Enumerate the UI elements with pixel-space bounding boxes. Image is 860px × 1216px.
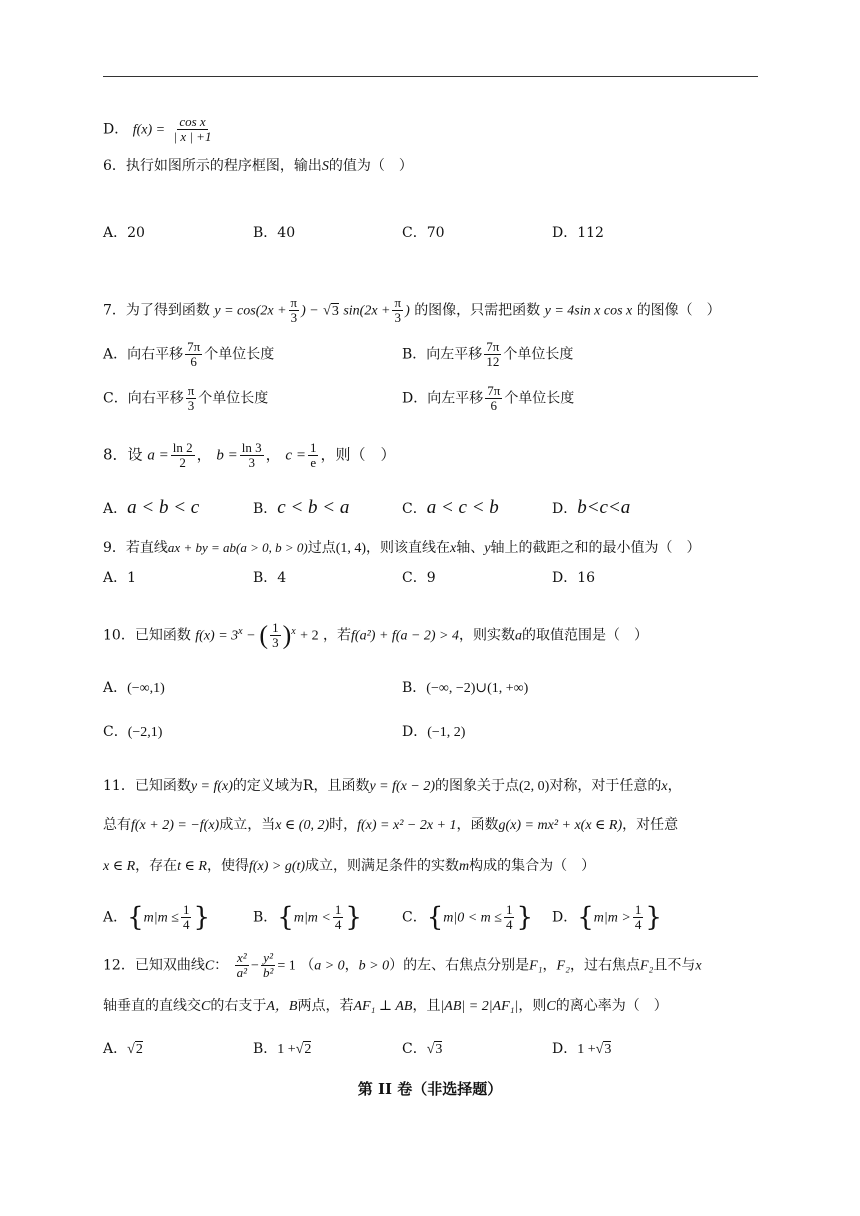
q11-option-b: B．{m|m < $\frac{1}{4}$ } bbox=[253, 902, 362, 933]
q9-option-c: C．9 bbox=[402, 570, 436, 586]
q11-line-1: 11．已知函数y = f(x)的定义域为R，且函数y = f(x − 2)的图象关于点(2, 0)对称，对于任意的x， bbox=[103, 778, 682, 794]
q12-option-a: A．√2 bbox=[103, 1041, 143, 1057]
q11-option-c: C．{m|0 < m ≤ $\frac{1}{4}$ } bbox=[402, 902, 534, 933]
q12-option-c: C．√3 bbox=[402, 1041, 443, 1057]
q8-option-b: B．c < b < a bbox=[253, 497, 350, 518]
q12-line-1: 12．已知双曲线C： $\frac{\text{x²}}{\text{a²}}$ − $\frac{\text{y²}}{\text{b²}}$ = 1 （a > 0，b > 0）的左、右焦点分别是F₁，F₂，过右焦点F₂且不与x bbox=[103, 950, 702, 980]
q7-option-b: B．向左平移 $\frac{7\pi}{12}$ 个单位长度 bbox=[402, 339, 574, 369]
q10-option-d: D．(−1, 2) bbox=[402, 724, 466, 740]
q7-option-a: A．向右平移 $\frac{7\pi}{6}$ 个单位长度 bbox=[103, 339, 275, 369]
header-rule bbox=[103, 76, 758, 77]
q7-stem: 7．为了得到函数 y = cos(2x + $\frac{\pi}{3}$ ) − √3 sin(2x + $\frac{\pi}{3}$ ) 的图像，只需把函数 y = 4sin x cos x 的图像（ ） bbox=[103, 295, 721, 325]
q9-option-b: B．4 bbox=[253, 570, 287, 586]
q11-line-2: 总有f(x + 2) = −f(x)成立，当x ∈ (0, 2)时，f(x) = x² − 2x + 1，函数g(x) = mx² + x(x ∈ R)，对任意 bbox=[103, 817, 679, 833]
q8-stem: 8．设 a = $\frac{\ln 2}{2}$ ， b = $\frac{\ln 3}{3}$ ， c = $\frac{1}{e}$ ，则（ ） bbox=[103, 440, 396, 470]
section-title: 第 II 卷（非选择题） bbox=[357, 1080, 503, 1098]
q6-option-a: A．20 bbox=[103, 225, 145, 241]
q7-option-d: D．向左平移 $\frac{7\pi}{6}$ 个单位长度 bbox=[402, 383, 575, 413]
q9-option-a: A．1 bbox=[103, 570, 137, 586]
q5-option-d bbox=[103, 115, 215, 144]
q8-option-a: A．a < b < c bbox=[103, 497, 200, 518]
math-expr: f(x) = bbox=[132, 122, 166, 138]
q8-option-d: D．b<c<a bbox=[552, 497, 631, 518]
q11-option-a: A．{m|m ≤ $\frac{1}{4}$ } bbox=[103, 902, 210, 933]
q9-option-d: D．16 bbox=[552, 570, 596, 586]
q10-option-c: C．(−2,1) bbox=[103, 724, 163, 740]
q6-stem: 6．执行如图所示的程序框图，输出S的值为（ ） bbox=[103, 158, 413, 174]
q12-line-2: 轴垂直的直线交C的右支于A，B两点，若AF₁ ⊥ AB，且|AB| = 2|AF₁|，则C的离心率为（ ） bbox=[103, 998, 668, 1014]
q9-stem: 9．若直线ax + by = ab(a > 0, b > 0)过点(1, 4)，则该直线在x轴、y轴上的截距之和的最小值为（ ） bbox=[103, 540, 701, 556]
q10-option-a: A．(−∞,1) bbox=[103, 680, 165, 696]
q8-option-c: C．a < c < b bbox=[402, 497, 499, 518]
q11-line-3: x ∈ R，存在t ∈ R，使得f(x) > g(t)成立，则满足条件的实数m构成的集合为（ ） bbox=[103, 858, 596, 874]
q6-option-b: B．40 bbox=[253, 225, 296, 241]
q6-option-c: C．70 bbox=[402, 225, 445, 241]
q10-option-b: B．(−∞, −2)∪(1, +∞) bbox=[402, 680, 529, 696]
fraction: $\frac{\text{cos x}}{| x | +1}$ bbox=[173, 114, 212, 144]
q12-option-b: B．1 +√2 bbox=[253, 1041, 312, 1057]
option-label: D． bbox=[103, 121, 129, 138]
q7-option-c: C．向右平移 $\frac{\pi}{3}$ 个单位长度 bbox=[103, 383, 269, 413]
q11-option-d: D．{m|m > $\frac{1}{4}$ } bbox=[552, 902, 662, 933]
q10-stem: 10．已知函数 $f(x) = 3^x$ − ( $\frac{1}{3}$ )$^x$ + 2 ，若f(a²) + f(a − 2) > 4，则实数a的取值范围是（ ） bbox=[103, 620, 648, 650]
q6-option-d: D．112 bbox=[552, 225, 604, 241]
q12-option-d: D．1 +√3 bbox=[552, 1041, 612, 1057]
